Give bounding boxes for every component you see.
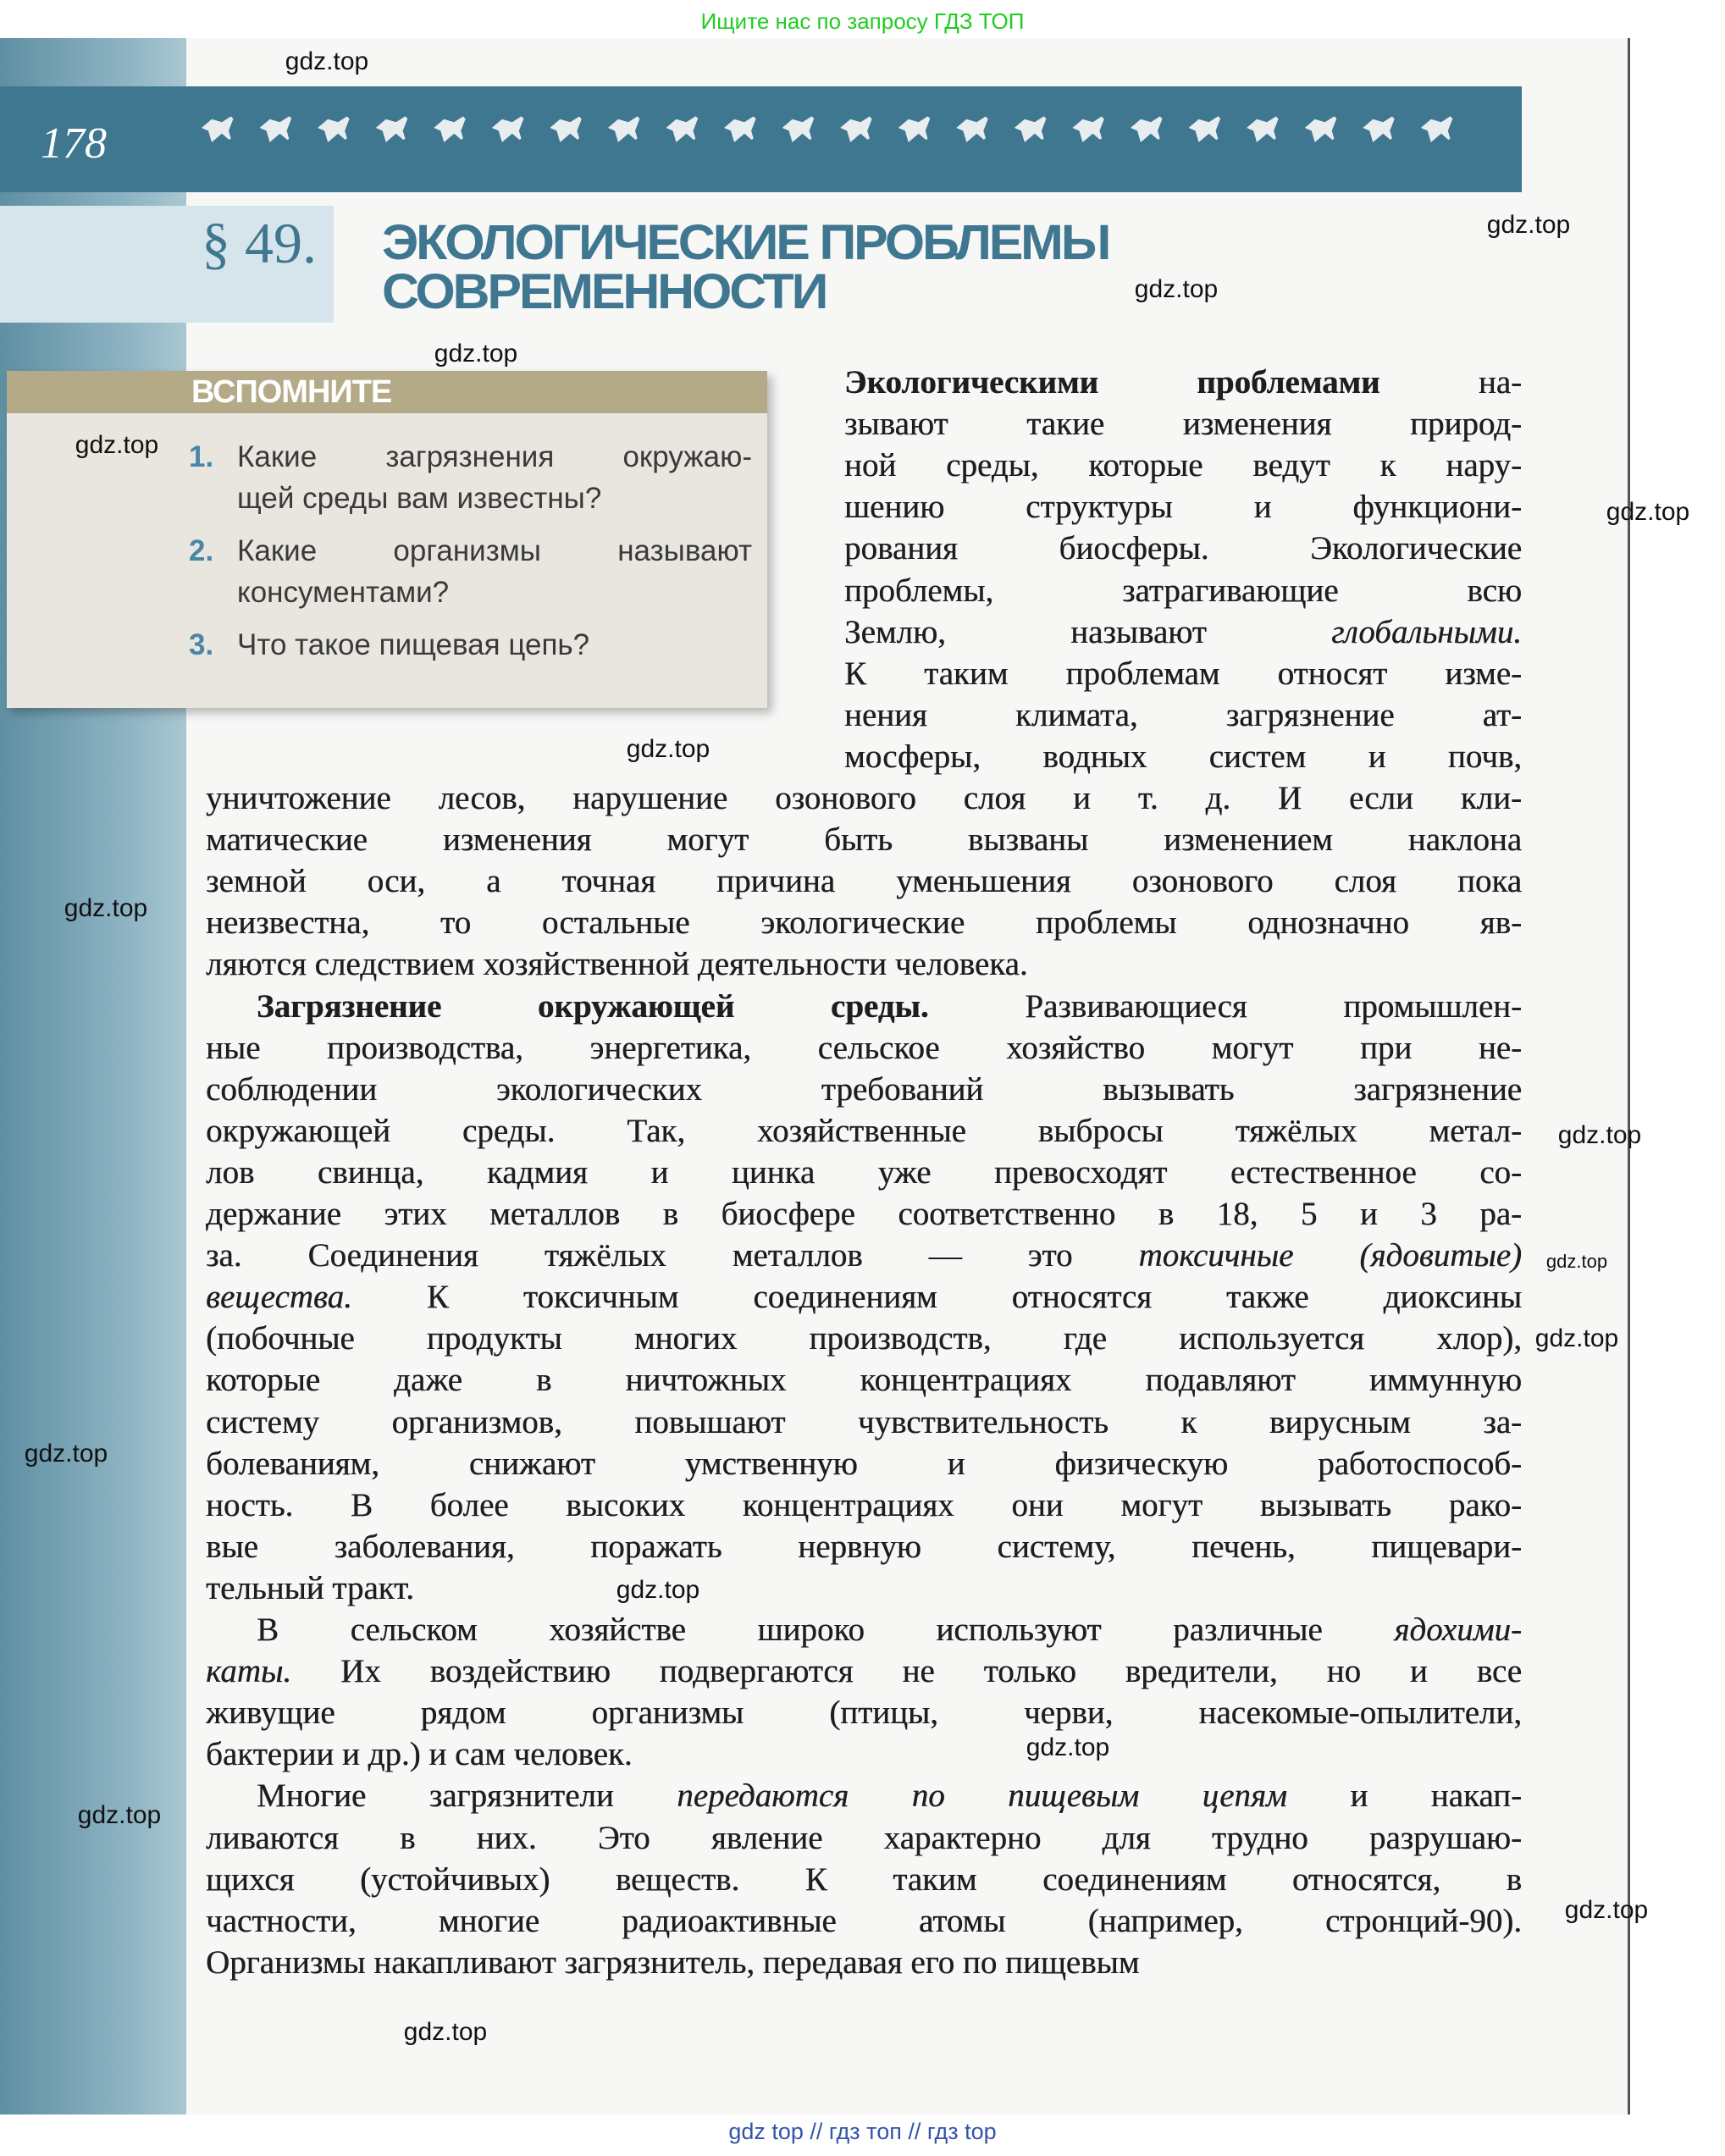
text-segment: Многие загрязнители (257, 1777, 677, 1815)
bold-term: Загрязнение окружающей среды. (257, 987, 929, 1025)
text-segment: вые заболевания, поражать нервную систему, печень, пищевари- (206, 1528, 1522, 1565)
question-text: консументами? (237, 576, 450, 609)
text-segment: ляются следствием хозяйственной деятельности человека. (206, 946, 1028, 983)
page-title (382, 215, 1109, 319)
text-segment: которые даже в ничтожных концентрациях подавляют иммунную (206, 1362, 1522, 1399)
text-line (206, 1942, 1522, 1983)
gdz-watermark: gdz.top (626, 735, 710, 763)
text-segment: бактерии и др.) и сам человек. (206, 1736, 633, 1773)
text-segment: ливаются в них. Это явление характерно для трудно разрушаю- (206, 1819, 1522, 1856)
gdz-watermark: gdz.top (75, 431, 159, 459)
text-segment: держание этих металлов в биосфере соответственно в 18, 5 и 3 ра- (206, 1196, 1522, 1232)
gdz-watermark: gdz.top (403, 2018, 488, 2046)
gdz-watermark: gdz.top (1534, 1324, 1619, 1352)
question-text: Какие организмы называют (237, 534, 752, 567)
text-line (206, 1443, 1522, 1484)
italic-term: ядохими- (1394, 1611, 1522, 1648)
gdz-watermark: gdz.top (24, 1440, 108, 1468)
text-line (206, 1152, 1522, 1193)
text-segment: ность. В более высоких концентрациях они могут вызывать рако- (206, 1486, 1522, 1523)
text-segment: за. Соединения тяжёлых металлов — это (206, 1237, 1139, 1274)
text-line (257, 986, 1522, 1027)
text-segment: нения климата, загрязнение ат- (844, 696, 1522, 733)
text-segment: Землю, называют (844, 613, 1332, 650)
italic-term: передаются по пищевым цепям (677, 1777, 1287, 1815)
text-segment: окружающей среды. Так, хозяйственные выбросы тяжёлых метал- (206, 1112, 1522, 1149)
text-line (844, 694, 1522, 736)
text-line (206, 1650, 1522, 1692)
gdz-watermark: gdz.top (1564, 1896, 1649, 1924)
text-line (257, 1775, 1522, 1816)
text-line (206, 1235, 1522, 1276)
text-segment: шению структуры и функциони- (844, 489, 1522, 526)
italic-term: вещества. (206, 1279, 352, 1316)
text-segment: лов свинца, кадмия и цинка уже превосходят естественное со- (206, 1153, 1522, 1191)
text-segment: живущие рядом организмы (птицы, черви, насекомые-опылители, (206, 1694, 1522, 1732)
text-segment: и накап- (1286, 1777, 1522, 1815)
gdz-watermark: gdz.top (1134, 275, 1219, 303)
question-text: Какие загрязнения окружаю- (237, 440, 752, 473)
text-segment: систему организмов, повышают чувствительность к вирусным за- (206, 1403, 1522, 1440)
gdz-watermark: gdz.top (434, 340, 518, 368)
text-line (206, 777, 1522, 819)
remember-box (7, 371, 767, 708)
text-line (206, 1359, 1522, 1401)
gdz-watermark: gdz.top (616, 1576, 700, 1604)
text-line (844, 611, 1522, 653)
text-line (206, 1484, 1522, 1526)
heron-silhouette-icon (1015, 113, 1048, 142)
text-segment: зывают такие изменения природ- (844, 406, 1522, 443)
text-segment: ной среды, которые ведут к нару- (844, 447, 1522, 484)
heron-silhouette-icon (492, 113, 526, 142)
text-line (206, 1027, 1522, 1069)
heron-silhouette-icon (318, 113, 351, 142)
text-segment: уничтожение лесов, нарушение озонового слоя и т. д. И если кли- (206, 780, 1522, 816)
bird-silhouette-icon (202, 113, 235, 142)
text-segment: В сельском хозяйстве широко используют различные (257, 1611, 1395, 1648)
text-line (206, 1110, 1522, 1152)
remember-header (7, 371, 767, 413)
page-number: 178 (41, 119, 107, 168)
italic-term: каты. (206, 1653, 292, 1690)
italic-term: глобальными. (1331, 613, 1522, 650)
horse-silhouette-icon (782, 113, 816, 142)
text-segment: (побочные продукты многих производств, где используется хлор), (206, 1320, 1522, 1357)
text-segment: Их воздействию подвергаются не только вредители, но и все (291, 1653, 1522, 1690)
bison-silhouette-icon (1131, 113, 1164, 142)
question-number: 1. (189, 440, 214, 473)
text-segment: тельный тракт. (206, 1569, 414, 1606)
text-line (206, 1401, 1522, 1443)
text-segment: ные производства, энергетика, сельское хозяйство могут при не- (206, 1029, 1522, 1066)
text-line (206, 1069, 1522, 1110)
text-line (206, 860, 1522, 902)
lizard-silhouette-icon (1247, 113, 1280, 142)
text-line (844, 486, 1522, 528)
text-segment: проблемы, затрагивающие всю (844, 572, 1522, 609)
gdz-watermark: gdz.top (1026, 1733, 1110, 1761)
bird-silhouette-icon (840, 113, 874, 142)
text-line (257, 1609, 1522, 1650)
goat-silhouette-icon (956, 113, 990, 142)
italic-term: токсичные (ядовитые) (1138, 1237, 1523, 1274)
text-line (844, 653, 1522, 694)
text-line (844, 445, 1522, 486)
title-line: ЭКОЛОГИЧЕСКИЕ ПРОБЛЕМЫ (382, 215, 1109, 270)
text-line (206, 1900, 1522, 1942)
butterfly-silhouette-icon (666, 113, 700, 142)
bird-silhouette-icon (1421, 113, 1455, 142)
text-line (206, 1318, 1522, 1359)
insect-silhouette-icon (376, 113, 410, 142)
question-number: 2. (189, 534, 214, 567)
text-segment: К токсичным соединениям относятся также диоксины (351, 1279, 1522, 1316)
text-line (206, 1276, 1522, 1318)
bison-silhouette-icon (434, 113, 467, 142)
insect-silhouette-icon (1072, 113, 1106, 142)
section-number: § 49. (202, 211, 317, 275)
text-segment: Организмы накапливают загрязнитель, передавая его по пищевым (206, 1943, 1140, 1981)
text-segment: земной оси, а точная причина уменьшения озонового слоя пока (206, 863, 1522, 900)
text-line (206, 1859, 1522, 1900)
remember-question (189, 530, 752, 613)
bold-term: Экологическими проблемами (844, 364, 1380, 401)
text-line (844, 570, 1522, 611)
text-line (206, 1567, 1522, 1609)
gdz-watermark: gdz.top (1606, 498, 1690, 526)
bird-silhouette-icon (1363, 113, 1396, 142)
text-segment: мосферы, водных систем и почв, (844, 738, 1522, 775)
heron-silhouette-icon (1189, 113, 1223, 142)
text-line (206, 1817, 1522, 1859)
text-line (206, 1526, 1522, 1567)
gdz-watermark: gdz.top (77, 1801, 162, 1829)
page-edge-divider (1628, 38, 1630, 2115)
remember-question (189, 436, 752, 519)
butterfly-silhouette-icon (1305, 113, 1339, 142)
text-line (844, 403, 1522, 445)
text-segment: соблюдении экологических требований вызывать загрязнение (206, 1070, 1522, 1108)
text-line (844, 362, 1522, 403)
text-segment: Развивающиеся промышлен- (928, 987, 1522, 1025)
animal-silhouettes-row (202, 107, 1455, 149)
text-line (206, 1692, 1522, 1733)
search-hint-banner: Ищите нас по запросу ГДЗ ТОП (700, 8, 1025, 34)
text-segment: на- (1379, 364, 1522, 401)
question-number: 3. (189, 628, 214, 661)
text-line (206, 1733, 1522, 1775)
title-line: СОВРЕМЕННОСТИ (382, 264, 827, 319)
text-line (844, 528, 1522, 569)
text-line (206, 902, 1522, 943)
text-line (206, 819, 1522, 860)
gdz-watermark: gdz.top (64, 894, 148, 922)
text-segment: частности, многие радиоактивные атомы (например, стронций-90). (206, 1902, 1522, 1939)
bird-silhouette-icon (898, 113, 932, 142)
question-text: щей среды вам известны? (237, 482, 602, 515)
bison-silhouette-icon (608, 113, 642, 142)
text-segment: рования биосферы. Экологические (844, 530, 1522, 567)
goat-silhouette-icon (260, 113, 294, 142)
text-line (206, 943, 1522, 985)
footer-watermark: gdz top // гдз топ // гдз top (728, 2119, 997, 2144)
text-line (206, 1193, 1522, 1235)
remember-question (189, 624, 752, 666)
question-text: Что такое пищевая цепь? (237, 628, 590, 661)
text-line (844, 736, 1522, 777)
scorpion-silhouette-icon (724, 113, 758, 142)
text-segment: болеваниям, снижают умственную и физическую работоспособ- (206, 1445, 1522, 1482)
remember-title: ВСПОМНИТЕ (191, 374, 392, 410)
gdz-watermark: gdz.top (1545, 1251, 1608, 1272)
text-segment: неизвестна, то остальные экологические проблемы однозначно яв- (206, 904, 1522, 942)
gdz-watermark: gdz.top (1557, 1121, 1642, 1149)
lizard-silhouette-icon (550, 113, 583, 142)
text-segment: матические изменения могут быть вызваны изменением наклона (206, 821, 1522, 859)
gdz-watermark: gdz.top (285, 47, 369, 75)
gdz-watermark: gdz.top (1486, 211, 1571, 239)
text-segment: К таким проблемам относят изме- (844, 655, 1522, 692)
text-segment: щихся (устойчивых) веществ. К таким соединениям относятся, в (206, 1860, 1522, 1898)
